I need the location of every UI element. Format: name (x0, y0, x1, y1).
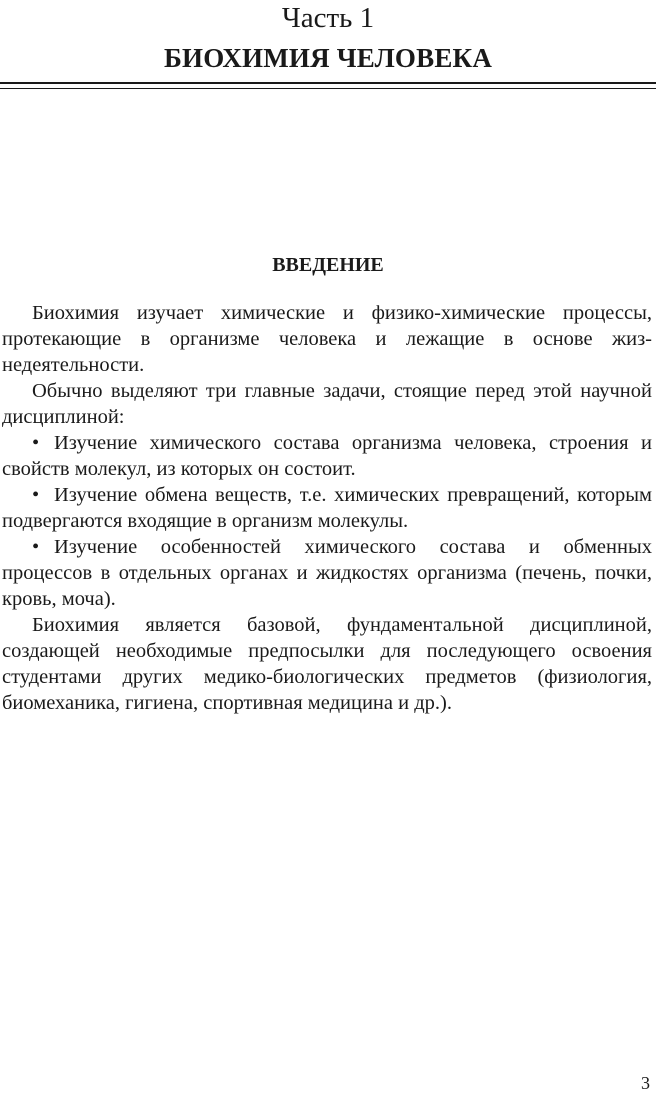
bullet-text: Изучение обмена веществ, т.е. химических превращений, которым подвергаются входящие в организм молекулы. (2, 484, 652, 532)
bullet-icon: • (32, 536, 40, 558)
bullet-item (2, 430, 652, 482)
part-title: БИОХИМИЯ ЧЕЛОВЕКА (163, 43, 493, 73)
bullet-item (2, 482, 652, 534)
header-rule-thin (0, 88, 656, 89)
section-heading: ВВЕДЕНИЕ (272, 254, 384, 276)
bullet-text: Изучение химического состава организма человека, строения и свойств молекул, из которых он состоит. (2, 432, 652, 480)
bullet-icon: • (32, 432, 40, 454)
paragraph: Биохимия является базовой, фундаментальной дисциплиной, создающей необходимые предпосылки для последующего освоения студентами других медико-биологических предметов (физиология, биомеханика, гигиена, спортивная медицина и др.). (2, 614, 652, 714)
header-rule-thick (0, 82, 656, 84)
bullet-icon: • (32, 484, 40, 506)
page-number: 3 (641, 1073, 650, 1093)
bullet-item (2, 534, 652, 612)
body-text (2, 300, 652, 716)
part-label: Часть 1 (281, 2, 375, 34)
paragraph: Биохимия изучает химические и физико-химические процессы, протекающие в организме человека и лежащие в основе жизнедеятельности. (2, 302, 652, 376)
bullet-text: Изучение особенностей химического состава и обменных процессов в отдельных органах и жидкостях организма (печень, почки, кровь, моча). (2, 536, 652, 610)
paragraph: Обычно выделяют три главные задачи, стоящие перед этой научной дисциплиной: (2, 380, 652, 428)
